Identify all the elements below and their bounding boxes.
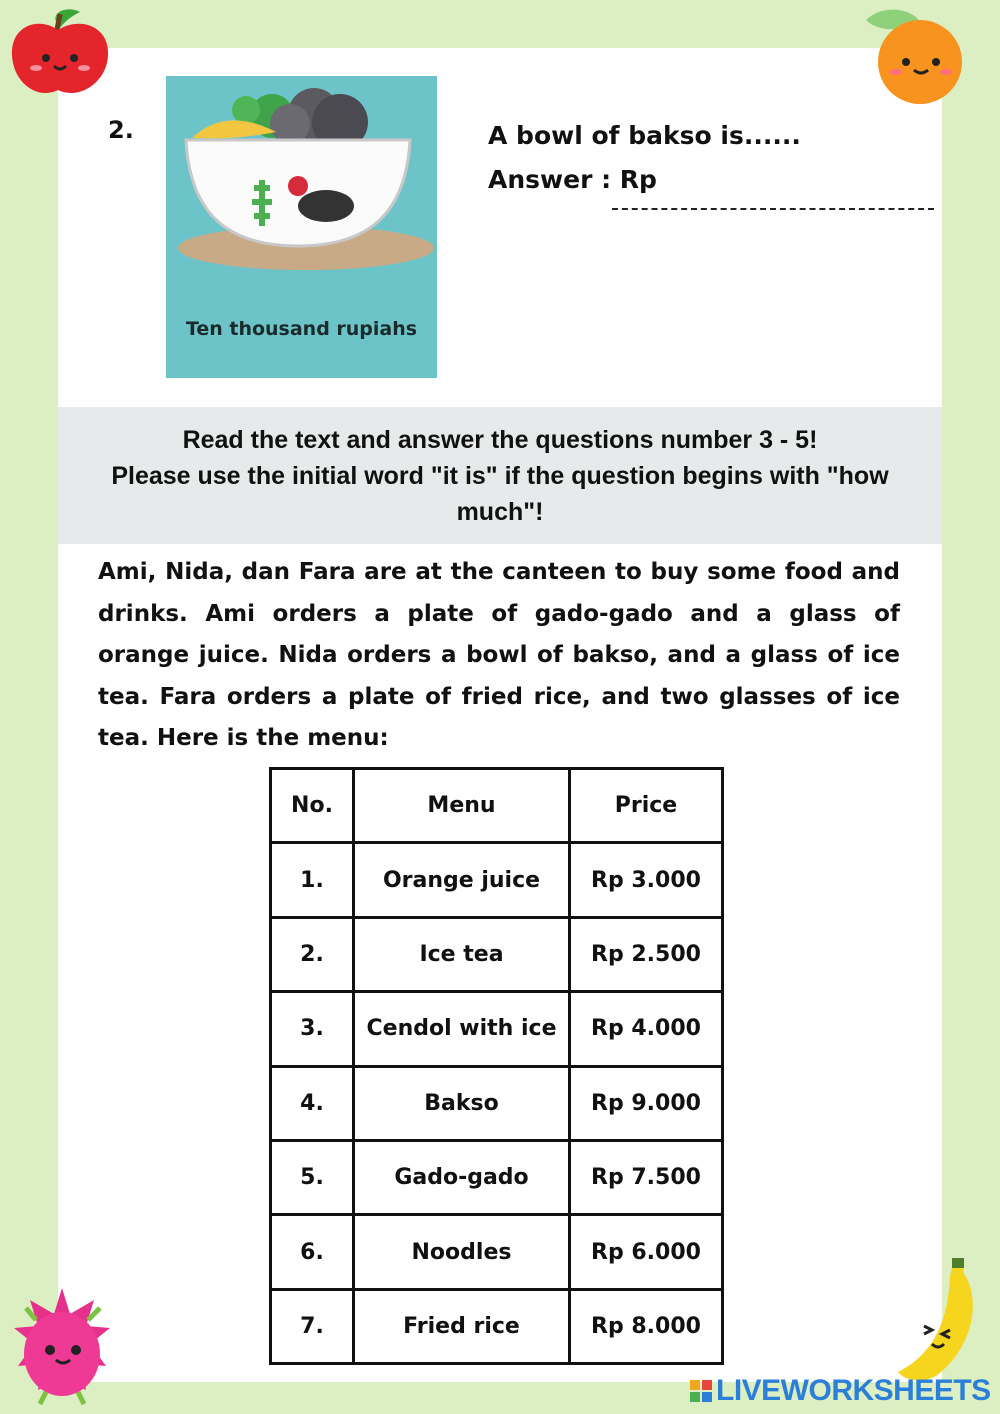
banana-icon [884,1256,984,1386]
cell-price: Rp 9.000 [570,1066,723,1140]
apple-icon [8,4,114,100]
cell-no: 7. [271,1289,354,1363]
answer-label: Answer : Rp [488,165,657,194]
cell-menu: Bakso [354,1066,570,1140]
cell-menu: Fried rice [354,1289,570,1363]
question-number: 2. [108,116,134,144]
cell-menu: Cendol with ice [354,992,570,1066]
reading-passage: Ami, Nida, dan Fara are at the canteen to buy some food and drinks. Ami orders a plate of gado-gado and a glass of orange juice. Nida orders a bowl of bakso, and a glass of ice tea. Fara orders a plate of fried rice, and two glasses of ice tea. Here is the menu: [98,559,900,751]
instructions-line-2: Please use the initial word "it is" if the question begins with "how much"! [111,461,889,526]
cell-no: 1. [271,843,354,917]
table-row [271,1215,723,1289]
bakso-picture [166,76,437,378]
menu-table [269,767,724,1365]
table-row [271,1289,723,1363]
cell-menu: Orange juice [354,843,570,917]
cell-price: Rp 8.000 [570,1289,723,1363]
cell-no: 2. [271,917,354,991]
cell-menu: Gado-gado [354,1140,570,1214]
orange-icon [858,2,970,112]
question-prompt: A bowl of bakso is...... [488,121,801,150]
cell-price: Rp 3.000 [570,843,723,917]
liveworksheets-logo[interactable] [690,1374,991,1408]
cell-no: 6. [271,1215,354,1289]
dragon-fruit-icon [6,1280,118,1410]
cell-no: 5. [271,1140,354,1214]
cell-price: Rp 6.000 [570,1215,723,1289]
instructions-banner [58,407,942,544]
brand-text: LIVEWORKSHEETS [716,1374,991,1407]
cell-menu: Ice tea [354,917,570,991]
answer-input[interactable] [612,180,934,210]
cell-price: Rp 2.500 [570,917,723,991]
cell-price: Rp 7.500 [570,1140,723,1214]
header-price: Price [570,769,723,843]
table-row [271,992,723,1066]
header-menu: Menu [354,769,570,843]
table-row [271,1066,723,1140]
cell-no: 4. [271,1066,354,1140]
instructions-text [90,422,910,530]
header-no: No. [271,769,354,843]
cell-menu: Noodles [354,1215,570,1289]
instructions-line-1: Read the text and answer the questions number 3 - 5! [182,425,818,454]
cell-no: 3. [271,992,354,1066]
picture-caption: Ten thousand rupiahs [185,318,418,340]
cell-price: Rp 4.000 [570,992,723,1066]
table-row [271,1140,723,1214]
table-row [271,843,723,917]
liveworksheets-mark-icon [690,1380,712,1402]
table-header-row [271,769,723,843]
table-row [271,917,723,991]
